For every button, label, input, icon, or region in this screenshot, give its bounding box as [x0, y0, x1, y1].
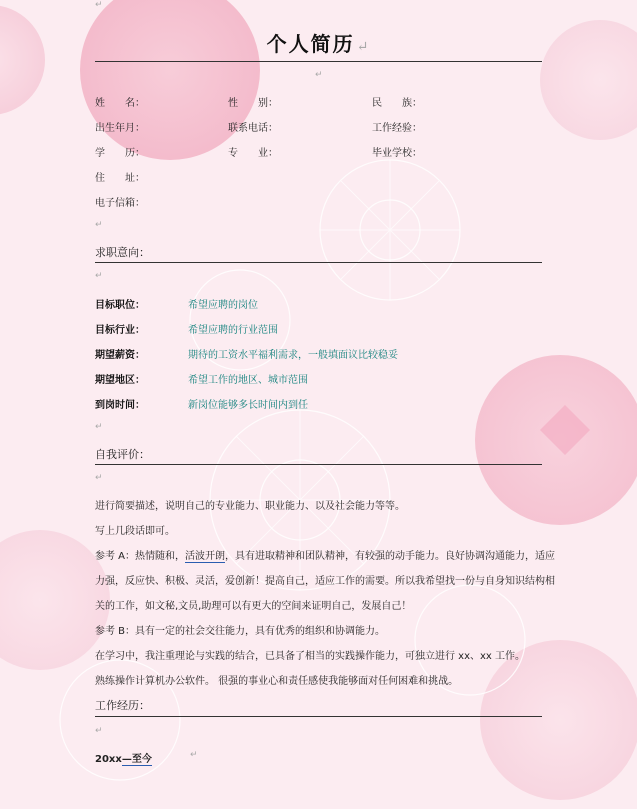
expected-salary-label: 期望薪资：: [95, 350, 145, 361]
ref-a-rest: ，具有进取精神和团队精神，有较强的动手能力。良好协调沟通能力，适应: [225, 551, 556, 562]
work-period-to-now: —至今: [121, 754, 152, 765]
self-eval-line: 熟练操作计算机办公软件。 很强的事业心和责任感使我能够面对任何困难和挑战。: [95, 676, 459, 687]
ethnicity-label: 民 族：: [372, 98, 422, 109]
job-intent-heading: 求职意向：: [95, 246, 150, 259]
self-eval-line: 力强，反应快、积极、灵活，爱创新！提高自己，适应工作的需要。所以我希望找一份与自身知识结构相: [95, 576, 555, 587]
name-label: 姓 名：: [95, 98, 145, 109]
target-position-label: 目标职位：: [95, 300, 145, 311]
paragraph-mark: ↵: [95, 220, 103, 230]
self-eval-heading: 自我评价：: [95, 448, 150, 461]
expected-region-label: 期望地区：: [95, 375, 145, 386]
school-label: 毕业学校：: [372, 148, 422, 159]
major-label: 专 业：: [228, 148, 278, 159]
ref-a-prefix: 参考 A：热情随和，: [95, 551, 186, 562]
job-intent-rule: [95, 262, 542, 263]
work-period-year: 20xx: [95, 754, 122, 765]
education-label: 学 历：: [95, 148, 145, 159]
gender-label: 性 别：: [228, 98, 278, 109]
start-time-value: 新岗位能够多长时间内到任: [188, 400, 308, 411]
address-label: 住 址：: [95, 173, 145, 184]
phone-label: 联系电话：: [228, 123, 278, 134]
self-eval-line: 关的工作，如文秘,文员,助理可以有更大的空间来证明自己，发展自己！: [95, 601, 412, 612]
paragraph-mark: ↵: [190, 750, 198, 760]
paragraph-mark: ↵: [95, 473, 103, 483]
target-industry-value: 希望应聘的行业范围: [188, 325, 278, 336]
experience-label: 工作经验：: [372, 123, 422, 134]
email-label: 电子信箱：: [95, 198, 145, 209]
self-eval-line: 写上几段话即可。: [95, 526, 175, 537]
ref-a-underlined: 活波开朗: [185, 551, 226, 562]
expected-region-value: 希望工作的地区、城市范围: [188, 375, 308, 386]
self-eval-line: 参考 B：具有一定的社会交往能力，具有优秀的组织和协调能力。: [95, 626, 386, 637]
page-title: [0, 28, 637, 57]
self-eval-line: 在学习中，我注重理论与实践的结合，已具备了相当的实践操作能力，可独立进行 xx、xx 工作。: [95, 651, 526, 662]
work-heading: 工作经历：: [95, 699, 150, 712]
paragraph-mark: ↵: [356, 39, 371, 55]
work-rule: [95, 716, 542, 717]
birth-label: 出生年月：: [95, 123, 145, 134]
paragraph-mark: ↵: [95, 0, 103, 10]
paragraph-mark: ↵: [95, 726, 103, 736]
self-eval-line: 进行简要描述，说明自己的专业能力、职业能力、以及社会能力等等。: [95, 501, 405, 512]
self-eval-line: [95, 547, 555, 562]
title-rule: [95, 61, 542, 62]
paragraph-mark: ↵: [95, 422, 103, 432]
target-position-value: 希望应聘的岗位: [188, 300, 258, 311]
work-period: [95, 750, 152, 765]
start-time-label: 到岗时间：: [95, 400, 145, 411]
expected-salary-value: 期待的工资水平福利需求，一般填面议比较稳妥: [188, 350, 398, 361]
self-eval-rule: [95, 464, 542, 465]
target-industry-label: 目标行业：: [95, 325, 145, 336]
title-text: 个人简历: [266, 32, 355, 56]
paragraph-mark: ↵: [315, 70, 323, 80]
paragraph-mark: ↵: [95, 271, 103, 281]
